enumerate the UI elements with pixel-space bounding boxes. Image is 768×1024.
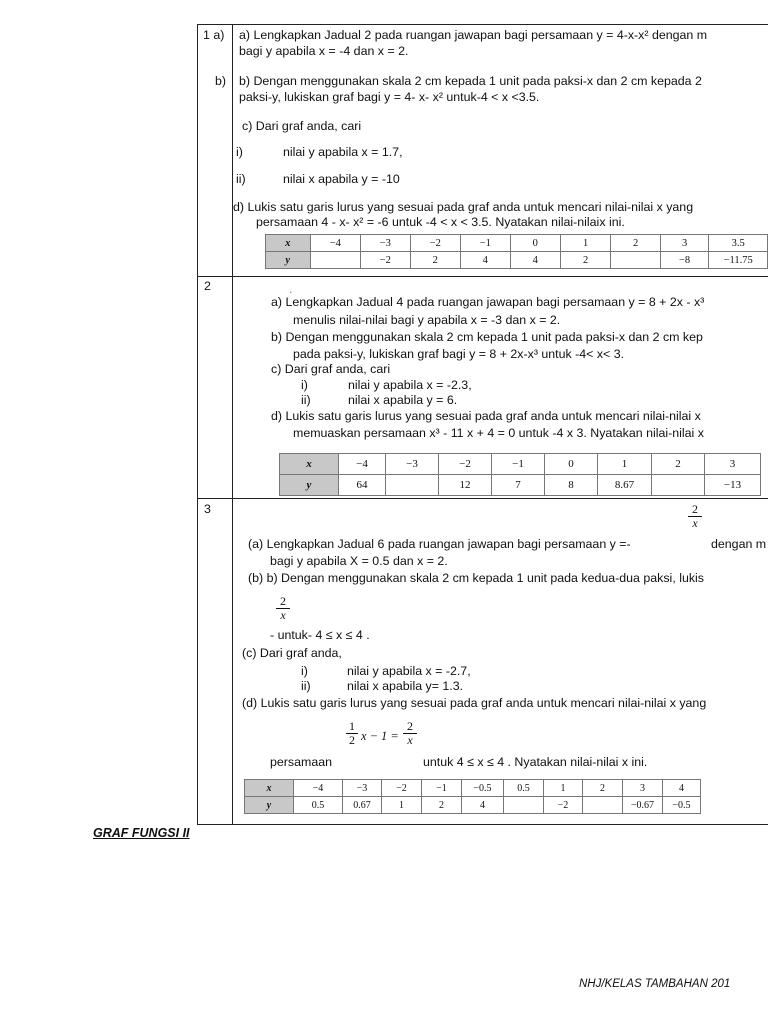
q3-y-cell: −0.67 bbox=[623, 797, 663, 814]
q3-x-cell: −4 bbox=[294, 780, 343, 797]
table-row bbox=[280, 454, 761, 475]
q3-fraction-half bbox=[346, 720, 358, 747]
q1-x-cell: 2 bbox=[611, 235, 660, 252]
q2-y-cell: 12 bbox=[439, 475, 492, 496]
q1-x-cell: 1 bbox=[560, 235, 610, 252]
q3-x-cell: −0.5 bbox=[462, 780, 504, 797]
q1-y-cell: −2 bbox=[361, 252, 411, 269]
q1-x-cell: −4 bbox=[310, 235, 361, 252]
q2-x-cell: 0 bbox=[545, 454, 598, 475]
table-row bbox=[245, 797, 701, 814]
q3-x-cell: 2 bbox=[583, 780, 623, 797]
q1-b-line1: b) Dengan menggunakan skala 2 cm kepada 1 unit pada paksi-x dan 2 cm kepada 2 bbox=[239, 74, 702, 88]
q2-y-cell: 8.67 bbox=[598, 475, 652, 496]
q3-d-line1: (d) Lukis satu garis lurus yang sesuai pada graf anda untuk mencari nilai-nilai x yang bbox=[242, 696, 707, 710]
q2-y-cell: 7 bbox=[492, 475, 545, 496]
q3-value-table bbox=[244, 779, 701, 814]
q3-x-cell: −3 bbox=[343, 780, 382, 797]
q3-x-cell: −1 bbox=[422, 780, 462, 797]
q1-y-cell bbox=[310, 252, 361, 269]
q3-a-line1-tail: dengan m bbox=[711, 537, 767, 551]
q3-y-cell: −2 bbox=[544, 797, 583, 814]
q3-b-line1: (b) b) Dengan menggunakan skala 2 cm kepada 1 unit pada kedua-dua paksi, lukis bbox=[248, 571, 704, 585]
q3-y-cell bbox=[583, 797, 623, 814]
q1-b-label: b) bbox=[215, 74, 227, 88]
q3-number: 3 bbox=[204, 502, 211, 516]
q2-x-cell: −1 bbox=[492, 454, 545, 475]
table-row bbox=[280, 475, 761, 496]
fraction-denominator: 2 bbox=[349, 733, 355, 747]
fraction-denominator: x bbox=[692, 516, 698, 530]
q1-ci-label: i) bbox=[236, 145, 243, 159]
fraction-denominator: x bbox=[407, 733, 413, 747]
table-column-divider bbox=[232, 24, 233, 825]
q2-d-line1: d) Lukis satu garis lurus yang sesuai pada graf anda untuk mencari nilai-nilai x bbox=[271, 409, 701, 423]
q2-c-text: c) Dari graf anda, cari bbox=[271, 362, 391, 376]
q1-y-cell: −11.75 bbox=[709, 252, 768, 269]
q1-y-cell: 2 bbox=[560, 252, 610, 269]
q3-d-persamaan: persamaan bbox=[270, 755, 332, 769]
q2-x-cell: 2 bbox=[652, 454, 705, 475]
q2-number: 2 bbox=[204, 279, 211, 293]
q2-x-cell: −4 bbox=[339, 454, 386, 475]
q3-c-text: (c) Dari graf anda, bbox=[242, 646, 342, 660]
q3-x-cell: −2 bbox=[382, 780, 422, 797]
q1-c-text: c) Dari graf anda, cari bbox=[242, 119, 362, 133]
q2-b-line1: b) Dengan menggunakan skala 2 cm kepada 1 unit pada paksi-x dan 2 cm kep bbox=[271, 330, 703, 344]
q1-value-table bbox=[265, 234, 768, 269]
fraction-numerator: 1 bbox=[349, 719, 355, 733]
fraction-numerator: 2 bbox=[280, 594, 286, 608]
fraction-numerator: 2 bbox=[692, 502, 698, 516]
table-row bbox=[245, 780, 701, 797]
table-row bbox=[266, 252, 768, 269]
q2-x-cell: 1 bbox=[598, 454, 652, 475]
q2-cii-label: ii) bbox=[301, 393, 311, 407]
section-title: GRAF FUNGSI II bbox=[93, 826, 190, 840]
q3-y-cell: 0.67 bbox=[343, 797, 382, 814]
q1-a-line2: bagi y apabila x = -4 dan x = 2. bbox=[239, 44, 409, 58]
q1-y-cell: 4 bbox=[510, 252, 560, 269]
q1-ci-text: nilai y apabila x = 1.7, bbox=[283, 145, 403, 159]
q2-y-cell bbox=[386, 475, 439, 496]
q2-b-line2: pada paksi-y, lukiskan graf bagi y = 8 + 2x-x³ untuk -4< x< 3. bbox=[293, 347, 625, 361]
q1-b-line2: paksi-y, lukiskan graf bagi y = 4- x- x² untuk-4 < x <3.5. bbox=[239, 90, 540, 104]
q1-y-cell bbox=[611, 252, 660, 269]
q2-a-line1: a) Lengkapkan Jadual 4 pada ruangan jawapan bagi persamaan y = 8 + 2x - x³ bbox=[271, 295, 705, 309]
q1-y-cell: −8 bbox=[660, 252, 709, 269]
q1-x-header: x bbox=[266, 235, 311, 252]
q2-x-header: x bbox=[280, 454, 339, 475]
q2-y-cell bbox=[652, 475, 705, 496]
table-left-border bbox=[197, 24, 198, 825]
q1-y-header: y bbox=[266, 252, 311, 269]
q2-cii-text: nilai x apabila y = 6. bbox=[348, 393, 458, 407]
q3-x-cell: 3 bbox=[623, 780, 663, 797]
q3-fraction-2-over-x-eq bbox=[403, 720, 417, 747]
q1-x-cell: −2 bbox=[410, 235, 461, 252]
q1-y-cell: 4 bbox=[461, 252, 511, 269]
q3-x-cell: 1 bbox=[544, 780, 583, 797]
q3-y-cell: −0.5 bbox=[663, 797, 701, 814]
q3-y-cell: 0.5 bbox=[294, 797, 343, 814]
q2-value-table bbox=[279, 453, 761, 496]
q3-cii-text: nilai x apabila y= 1.3. bbox=[347, 679, 464, 693]
row-divider-1 bbox=[197, 276, 768, 277]
q3-y-cell bbox=[504, 797, 544, 814]
fraction-numerator: 2 bbox=[407, 719, 413, 733]
q2-y-header: y bbox=[280, 475, 339, 496]
q3-x-cell: 4 bbox=[663, 780, 701, 797]
q1-x-cell: 3.5 bbox=[709, 235, 768, 252]
q2-dot: . bbox=[289, 282, 293, 296]
row-divider-2 bbox=[197, 498, 768, 499]
q2-x-cell: −3 bbox=[386, 454, 439, 475]
q2-x-cell: 3 bbox=[705, 454, 761, 475]
q1-a-line1: a) Lengkapkan Jadual 2 pada ruangan jawapan bagi persamaan y = 4-x-x² dengan m bbox=[239, 28, 708, 42]
q2-ci-text: nilai y apabila x = -2.3, bbox=[348, 378, 472, 392]
q1-number: 1 a) bbox=[203, 28, 225, 42]
q3-fraction-2-over-x-top bbox=[688, 503, 702, 530]
q3-y-cell: 2 bbox=[422, 797, 462, 814]
q3-ci-text: nilai y apabila x = -2.7, bbox=[347, 664, 471, 678]
q3-equation-middle: x − 1 = bbox=[361, 729, 399, 743]
q2-y-cell: 8 bbox=[545, 475, 598, 496]
q3-a-line1: (a) Lengkapkan Jadual 6 pada ruangan jawapan bagi persamaan y =- bbox=[248, 537, 631, 551]
footer-note: NHJ/KELAS TAMBAHAN 201 bbox=[579, 978, 731, 990]
q3-y-header: y bbox=[245, 797, 294, 814]
q2-ci-label: i) bbox=[301, 378, 308, 392]
q3-x-header: x bbox=[245, 780, 294, 797]
q1-y-cell: 2 bbox=[410, 252, 461, 269]
q1-x-cell: −1 bbox=[461, 235, 511, 252]
q1-x-cell: −3 bbox=[361, 235, 411, 252]
q1-d-line1: d) Lukis satu garis lurus yang sesuai pada graf anda untuk mencari nilai-nilai x yang bbox=[233, 200, 694, 214]
table-row bbox=[266, 235, 768, 252]
q2-x-cell: −2 bbox=[439, 454, 492, 475]
q3-x-cell: 0.5 bbox=[504, 780, 544, 797]
q2-d-line2: memuaskan persamaan x³ - 11 x + 4 = 0 untuk -4 x 3. Nyatakan nilai-nilai x bbox=[293, 426, 704, 440]
q3-a-line2: bagi y apabila X = 0.5 dan x = 2. bbox=[270, 554, 448, 568]
q3-y-cell: 1 bbox=[382, 797, 422, 814]
q3-fraction-2-over-x-b bbox=[276, 595, 290, 622]
q3-cii-label: ii) bbox=[301, 679, 311, 693]
q1-d-line2: persamaan 4 - x- x² = -6 untuk -4 < x < 3.5. Nyatakan nilai-nilaix ini. bbox=[256, 215, 625, 229]
q1-cii-label: ii) bbox=[236, 172, 246, 186]
q3-y-cell: 4 bbox=[462, 797, 504, 814]
q2-y-cell: 64 bbox=[339, 475, 386, 496]
fraction-denominator: x bbox=[280, 608, 286, 622]
q3-ci-label: i) bbox=[301, 664, 308, 678]
table-top-border bbox=[197, 24, 768, 25]
q1-x-cell: 0 bbox=[510, 235, 560, 252]
q3-b-line2: - untuk- 4 ≤ x ≤ 4 . bbox=[270, 628, 370, 642]
q3-d-line2: untuk 4 ≤ x ≤ 4 . Nyatakan nilai-nilai x ini. bbox=[423, 755, 648, 769]
q1-cii-text: nilai x apabila y = -10 bbox=[283, 172, 400, 186]
q2-y-cell: −13 bbox=[705, 475, 761, 496]
q2-a-line2: menulis nilai-nilai bagi y apabila x = -3 dan x = 2. bbox=[293, 313, 561, 327]
q1-x-cell: 3 bbox=[660, 235, 709, 252]
table-bottom-border bbox=[197, 824, 768, 825]
